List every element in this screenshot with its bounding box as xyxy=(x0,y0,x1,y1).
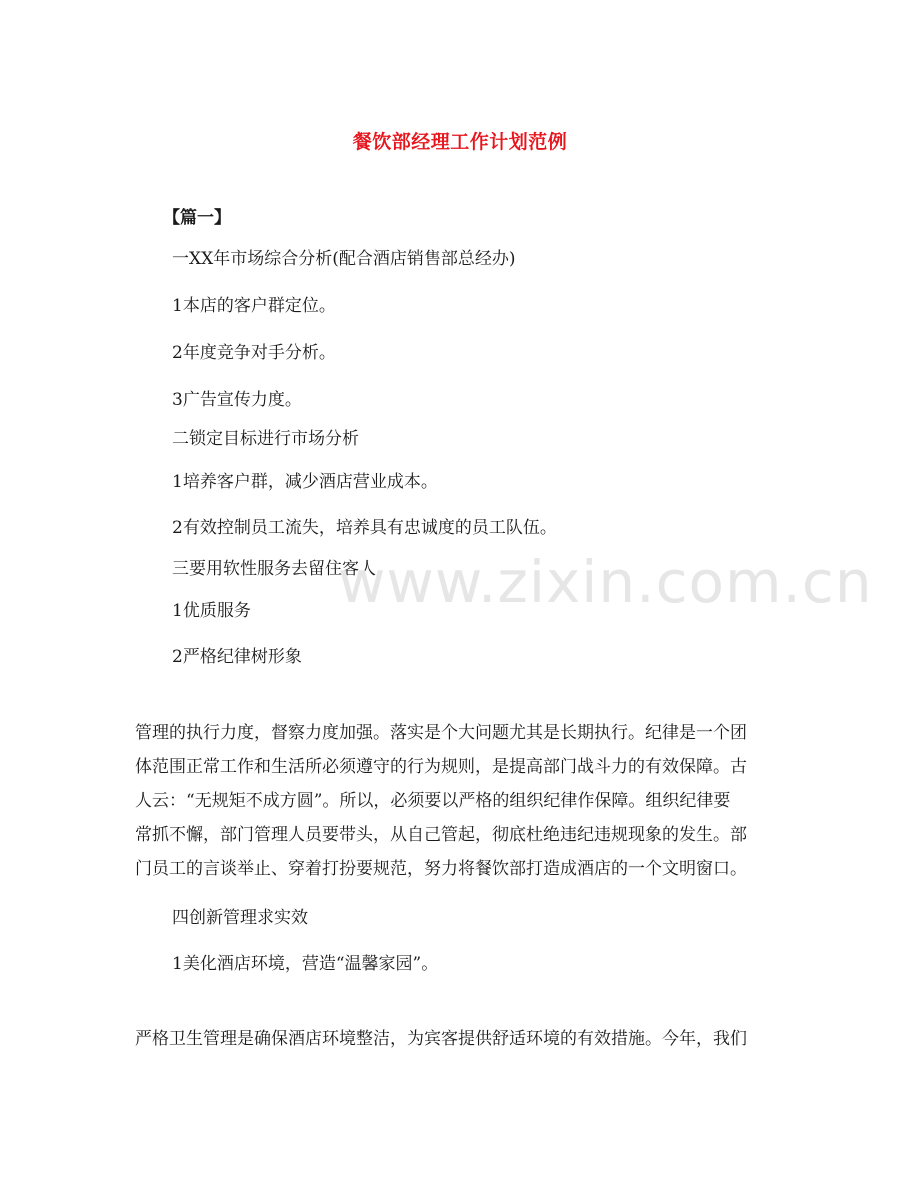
paragraph-line: 体范围正常工作和生活所必须遵守的行为规则，是提高部门战斗力的有效保障。古 xyxy=(135,757,747,777)
outline-line: 2年度竞争对手分析。 xyxy=(172,343,336,363)
outline-line: 四创新管理求实效 xyxy=(172,908,308,928)
outline-line: 2严格纪律树形象 xyxy=(172,647,302,667)
outline-line: 1美化酒店环境，营造“温馨家园”。 xyxy=(172,954,439,974)
outline-line: 1优质服务 xyxy=(172,601,251,621)
paragraph-line: 常抓不懈，部门管理人员要带头，从自己管起，彻底杜绝违纪违规现象的发生。部 xyxy=(135,825,747,845)
paragraph-line: 严格卫生管理是确保酒店环境整洁，为宾客提供舒适环境的有效措施。今年，我们 xyxy=(135,1029,747,1049)
outline-line: 2有效控制员工流失，培养具有忠诚度的员工队伍。 xyxy=(172,518,557,538)
paragraph-line: 管理的执行力度，督察力度加强。落实是个大问题尤其是长期执行。纪律是一个团 xyxy=(135,723,747,743)
outline-line: 1培养客户群，减少酒店营业成本。 xyxy=(172,472,438,492)
body-paragraph xyxy=(135,716,787,886)
document-title: 餐饮部经理工作计划范例 xyxy=(352,131,568,153)
outline-line: 1本店的客户群定位。 xyxy=(172,296,336,316)
paragraph-line: 门员工的言谈举止、穿着打扮要规范，努力将餐饮部打造成酒店的一个文明窗口。 xyxy=(135,859,747,879)
outline-line: 一XX年市场综合分析(配合酒店销售部总经办) xyxy=(172,249,516,269)
outline-line: 三要用软性服务去留住客人 xyxy=(172,559,376,579)
outline-line: 二锁定目标进行市场分析 xyxy=(172,429,359,449)
watermark: www.zixin.com.cn xyxy=(338,548,873,616)
body-paragraph xyxy=(135,1022,787,1056)
section-label: 【篇一】 xyxy=(163,208,231,228)
paragraph-line: 人云：“无规矩不成方圆”。所以，必须要以严格的组织纪律作保障。组织纪律要 xyxy=(135,791,731,811)
outline-line: 3广告宣传力度。 xyxy=(172,390,302,410)
